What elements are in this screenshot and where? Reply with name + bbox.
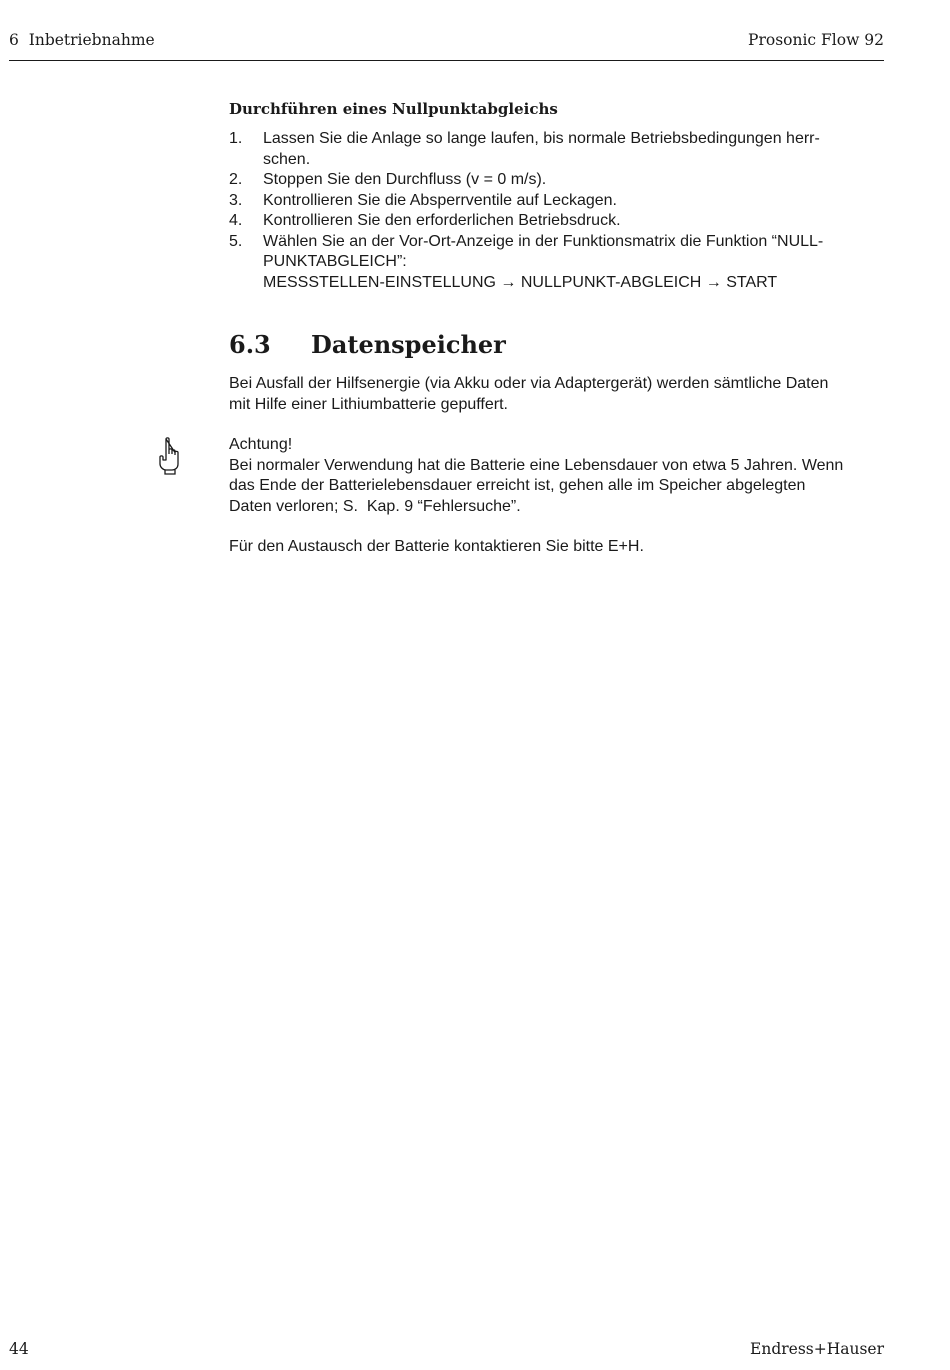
list-item [229,191,889,212]
step-line: Stoppen Sie den Durchfluss (v = 0 m/s). [263,171,547,188]
page-footer [9,1340,884,1362]
product-name: Prosonic Flow 92 [748,31,884,49]
contact-paragraph: Für den Austausch der Batterie kontaktieren Sie bitte E+H. [229,538,644,555]
brand-name: Endress+Hauser [750,1340,884,1358]
step-number: 4. [229,212,243,229]
pointing-hand-icon [156,436,182,476]
step-number: 3. [229,191,243,209]
main-content [229,98,889,558]
page-header [9,31,884,53]
list-item [229,232,889,294]
header-divider [9,60,884,61]
step-line: MESSSTELLEN-EINSTELLUNG → NULLPUNKT-ABGLEICH → START [263,273,778,291]
intro-line: Bei Ausfall der Hilfsenergie (via Akku oder via Adaptergerät) werden sämtliche Daten [229,375,829,392]
zero-point-heading: Durchführen eines Nullpunktabgleichs [229,100,558,118]
section-number: 6.3 [229,330,271,359]
warning-label: Achtung! [229,436,293,453]
step-number: 1. [229,130,243,147]
page-number: 44 [9,1340,29,1358]
zero-point-steps [229,129,889,293]
section-title: Datenspeicher [311,330,506,359]
step-line: PUNKTABGLEICH”: [263,253,407,270]
step-line: Kontrollieren Sie den erforderlichen Betriebsdruck. [263,212,621,229]
step-number: 5. [229,232,243,250]
list-item [229,211,889,232]
step-line: Kontrollieren Sie die Absperrventile auf Leckagen. [263,191,617,209]
warning-line: Bei normaler Verwendung hat die Batterie eine Lebensdauer von etwa 5 Jahren. Wenn [229,456,844,474]
intro-paragraph [229,374,889,415]
step-line: Wählen Sie an der Vor-Ort-Anzeige in der Funktionsmatrix die Funktion “NULL- [263,232,824,250]
warning-note [229,435,889,517]
step-number: 2. [229,171,243,188]
section-heading [229,329,889,361]
chapter-label: 6 Inbetriebnahme [9,31,155,49]
warning-line: das Ende der Batterielebensdauer erreicht ist, gehen alle im Speicher abgelegten [229,477,806,494]
intro-line: mit Hilfe einer Lithiumbatterie gepuffert. [229,395,508,413]
step-line: Lassen Sie die Anlage so lange laufen, bis normale Betriebsbedingungen herr- [263,130,820,147]
list-item [229,129,889,170]
step-line: schen. [263,150,311,168]
list-item [229,170,889,191]
warning-line: Daten verloren; S. Kap. 9 “Fehlersuche”. [229,497,521,515]
